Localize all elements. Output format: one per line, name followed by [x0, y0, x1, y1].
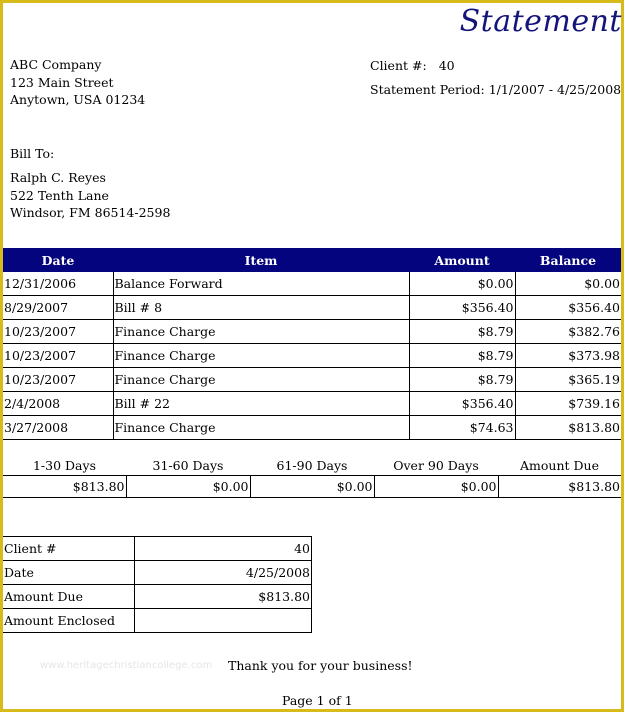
aging-header-row — [3, 456, 621, 476]
summary-value: $813.80 — [135, 585, 312, 609]
company-name: ABC Company — [10, 57, 102, 72]
table-row — [3, 585, 312, 609]
summary-label: Amount Due — [3, 585, 135, 609]
aging-header-31-60: 31-60 Days — [152, 458, 224, 473]
row-item: Bill # 22 — [113, 392, 409, 416]
statement-period-row — [370, 81, 621, 105]
statement-title: Statement — [459, 4, 622, 39]
aging-value-amount-due: $813.80 — [498, 476, 621, 498]
row-date: 8/29/2007 — [3, 296, 113, 320]
watermark-text: www.heritagechristiancollege.com — [40, 660, 213, 671]
row-amount: $74.63 — [409, 416, 515, 440]
statement-period-value: 1/1/2007 - 4/25/2008 — [488, 82, 622, 97]
client-number-label: Client #: — [370, 58, 427, 73]
items-table — [3, 248, 621, 440]
aging-value-over-90: $0.00 — [374, 476, 498, 498]
summary-label: Client # — [3, 537, 135, 561]
bill-to-city: Windsor, FM 86514-2598 — [10, 205, 171, 220]
row-amount: $356.40 — [409, 392, 515, 416]
summary-value: 4/25/2008 — [135, 561, 312, 585]
summary-label: Amount Enclosed — [3, 609, 135, 633]
aging-values-row — [3, 476, 621, 498]
row-date: 10/23/2007 — [3, 368, 113, 392]
row-item: Finance Charge — [113, 416, 409, 440]
header-item: Item — [113, 248, 409, 272]
page-number: Page 1 of 1 — [282, 693, 353, 708]
row-item: Bill # 8 — [113, 296, 409, 320]
table-row — [3, 368, 621, 392]
row-balance: $0.00 — [515, 272, 621, 296]
client-number-value: 40 — [438, 58, 455, 73]
aging-header-61-90: 61-90 Days — [276, 458, 348, 473]
table-row — [3, 609, 312, 633]
company-city: Anytown, USA 01234 — [10, 92, 146, 107]
table-row — [3, 416, 621, 440]
company-address — [10, 56, 145, 109]
bill-to-street: 522 Tenth Lane — [10, 187, 109, 203]
row-date: 12/31/2006 — [3, 272, 113, 296]
bill-to-name: Ralph C. Reyes — [10, 170, 106, 185]
row-date: 10/23/2007 — [3, 344, 113, 368]
row-balance: $373.98 — [515, 344, 621, 368]
row-amount: $356.40 — [409, 296, 515, 320]
row-amount: $0.00 — [409, 272, 515, 296]
table-row — [3, 392, 621, 416]
client-info — [370, 57, 621, 105]
row-balance: $813.80 — [515, 416, 621, 440]
aging-header-amount-due: Amount Due — [520, 458, 599, 473]
bill-to-address — [10, 169, 170, 222]
aging-value-31-60: $0.00 — [126, 476, 250, 498]
header-date: Date — [3, 248, 113, 272]
summary-label: Date — [3, 561, 135, 585]
aging-header-1-30: 1-30 Days — [32, 458, 96, 473]
row-item: Balance Forward — [113, 272, 409, 296]
table-row — [3, 320, 621, 344]
aging-value-1-30: $813.80 — [3, 476, 126, 498]
row-balance: $365.19 — [515, 368, 621, 392]
row-balance: $739.16 — [515, 392, 621, 416]
aging-value-61-90: $0.00 — [250, 476, 374, 498]
client-number-row — [370, 57, 621, 81]
row-balance: $356.40 — [515, 296, 621, 320]
amount-enclosed-field[interactable] — [135, 609, 312, 633]
row-date: 3/27/2008 — [3, 416, 113, 440]
row-amount: $8.79 — [409, 368, 515, 392]
row-item: Finance Charge — [113, 344, 409, 368]
header-amount: Amount — [409, 248, 515, 272]
row-item: Finance Charge — [113, 320, 409, 344]
items-header-row — [3, 248, 621, 272]
thank-you-note: Thank you for your business! — [228, 658, 413, 673]
aging-header-over-90: Over 90 Days — [393, 458, 479, 473]
table-row — [3, 296, 621, 320]
table-row — [3, 561, 312, 585]
aging-table — [3, 456, 621, 498]
row-date: 10/23/2007 — [3, 320, 113, 344]
statement-period-label: Statement Period: — [370, 82, 485, 97]
table-row — [3, 344, 621, 368]
table-row — [3, 272, 621, 296]
header-balance: Balance — [515, 248, 621, 272]
company-street: 123 Main Street — [10, 74, 114, 90]
bill-to-label: Bill To: — [10, 146, 55, 161]
row-balance: $382.76 — [515, 320, 621, 344]
row-date: 2/4/2008 — [3, 392, 113, 416]
row-amount: $8.79 — [409, 320, 515, 344]
summary-value: 40 — [135, 537, 312, 561]
table-row — [3, 537, 312, 561]
remittance-summary-table — [3, 536, 312, 633]
row-amount: $8.79 — [409, 344, 515, 368]
row-item: Finance Charge — [113, 368, 409, 392]
